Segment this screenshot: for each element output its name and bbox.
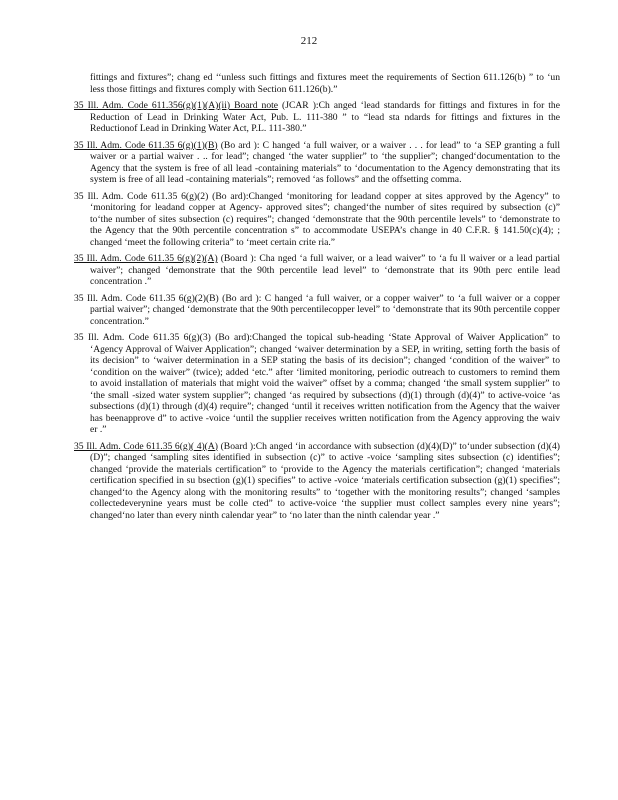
amendment-text: (Board ): Cha nged ‘a full waiver, or a lead waiver” to ‘a fu ll waiver or a lead partial waiver”; changed ‘demonstrate that the 90th percentile lead level” to ‘demonstrate that its 90th perc entile lead concentration .” <box>90 253 560 287</box>
page-number: 212 <box>300 35 318 47</box>
citation-reference: 35 Ill. Adm. Code 611.35 6(g)(2)(B) <box>74 292 219 304</box>
amendment-text: (Bo ard):Changed the topical sub-heading ‘State Approval of Waiver Application” to ‘Agency Approval of Waiver Application”; changed ‘waiver determination by a SEP, in writing, setting forth the basis of its decision” to ‘waiver determination in a SEP stating the basis of its decision”; changed ‘condition of the waiver” to ‘condition on the waiver” (twice); added ‘etc.” after ‘limited monitoring, periodic outreach to customers to remind them to avoid installation of materials that might void the waiver” offset by a comma; changed ‘the small system supplier” to ‘the small -sized water system supplier”; changed ‘as required by subsections (d)(1) through (d)(4)” to active-voice ‘as subsections (d)(1) through (d)(4) require”; changed ‘until it receives written notification from the Agency that the waiver has beenapprove d” to active -voice ‘until the supplier receives written notification from the Agency approving the waiv er .” <box>90 332 560 435</box>
amendment-text: (Bo ard):Changed ‘monitoring for leadand copper at sites approved by the Agency” to ‘monitoring for leadand copper at Agency- approved sites”; changed‘the number of sites required by subsection (c)” to‘the number of sites subsection (c) requires”; changed ‘demonstrate that the 90th percentile levels” to ‘demonstrate to the Agency that the 90th percentile concentration s” to accommodate USEPA’s change in 40 C.F.R. § 141.50(c)(4); ; changed ‘meet the following criteria” to ‘meet certain crite ria.” <box>90 190 560 248</box>
citation-reference: 35 Ill. Adm. Code 611.356(g)(1)(A)(ii) Board note <box>74 100 279 111</box>
amendment-text: (JCAR ):Ch anged ‘lead standards for fittings and fixtures in for the Reduction of Lead in Drinking Water Act, Pub. L. 111-380 ” to “lead sta ndards for fittings and fixtures in the Reductionof Lead in Drinking Water Act, P.L. 111-380.” <box>90 100 560 134</box>
citation-reference: 35 Ill. Adm. Code 611.35 6(g)(2) <box>74 190 209 202</box>
amendment-entry <box>74 441 560 522</box>
page-content <box>74 72 560 526</box>
citation-reference: 35 Ill. Adm. Code 611.35 6(g)(3) <box>74 332 211 343</box>
continued-paragraph: fittings and fixtures”; chang ed ‘‘unless such fittings and fixtures meet the requirements of Section 611.126(b) ” to ‘un less those fittings and fixtures comply with Section 611.126(b).” <box>90 72 560 95</box>
citation-reference: 35 Ill. Adm. Code 611.35 6(g)(2)(A) <box>74 253 218 264</box>
amendment-entry <box>74 140 560 186</box>
amendment-text: (Bo ard ): C hanged ‘a full waiver, or a waiver . . . for lead” to ‘a SEP granting a full waiver or a partial waiver . .. for lead”; changed ‘the water supplier” to ‘the supplier”; changed‘documentation to the Agency that the system is free of all lead -containing materials” to ‘documentation to the Agency demonstrating that its system is free of all lead -containing materials”; removed ‘as follows” and the offsetting comma. <box>90 139 561 185</box>
amendment-text: (Bo ard ): C hanged ‘a full waiver, or a copper waiver” to ‘a full waiver or a copper partial waiver”; changed ‘demonstrate that the 90th percentilecopper level” to ‘demonstrate that its 90th percentile copper concentration.” <box>90 292 560 327</box>
citation-reference: 35 Ill. Adm. Code 611.35 6(g)( 4)(A) <box>74 440 218 452</box>
amendment-entry <box>74 100 560 135</box>
amendment-entry <box>74 332 560 436</box>
amendment-entry <box>74 191 560 249</box>
amendment-text: (Board ):Ch anged ‘in accordance with subsection (d)(4)(D)” to‘under subsection (d)(4)(D)”; changed ‘sampling sites identified in subsection (c)” to active -voice ‘sampling sites subsection (c) identifies”; changed ‘provide the materials certification” to ‘provide to the Agency the materials certification”; changed ‘materials certification specified in su bsection (g)(1) specifies” to active -voice ‘materials certification subsection (g)(1) specifies”; changed‘to the Agency along with the monitoring results” to ‘together with the monitoring results”; changed ‘samples collectedeverynine years must be colle cted” to active-voice ‘the supplier must collect samples every nine years”; changed‘no later than every ninth calendar year” to ‘no later than the ninth calendar year .” <box>90 440 560 521</box>
amendment-entry <box>74 253 560 288</box>
amendment-entry <box>74 293 560 328</box>
citation-reference: 35 Ill. Adm. Code 611.35 6(g)(1)(B) <box>74 139 218 151</box>
